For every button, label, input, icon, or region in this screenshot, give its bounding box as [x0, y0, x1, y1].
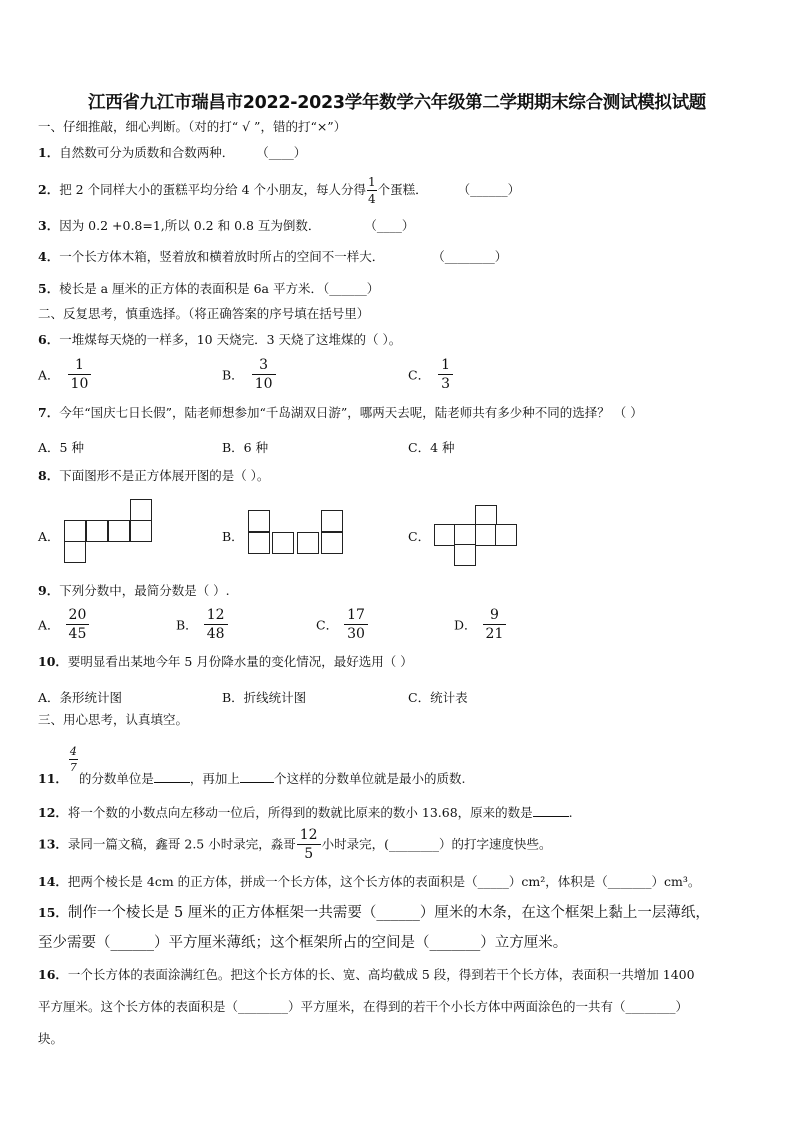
fraction: $\frac{1}{10}$: [68, 358, 92, 391]
question-2: [38, 176, 520, 205]
option-a[interactable]: A．条形统计图: [38, 690, 123, 705]
option-c[interactable]: C． $\frac{1}{3}$: [408, 358, 454, 391]
option-c[interactable]: C．统计表: [408, 690, 468, 705]
section-heading-3: 三、用心思考，认真填空。: [38, 712, 189, 727]
option-b[interactable]: B．: [222, 529, 244, 544]
question-number: 3．: [38, 218, 60, 233]
question-15: [38, 906, 710, 921]
option-c[interactable]: C．: [408, 529, 431, 544]
page-title: 江西省九江市瑞昌市2022-2023学年数学六年级第二学期期末综合测试模拟试题: [88, 93, 706, 113]
fraction: $\frac{4}{7}$: [69, 745, 77, 774]
question-text: 录同一篇文稿，鑫哥 2.5 小时录完，淼哥: [67, 836, 296, 852]
option-a[interactable]: A．5 种: [38, 440, 84, 455]
question-16: [38, 969, 695, 982]
question-text: 因为 0.2 +0.8=1,所以 0.2 和 0.8 互为倒数．: [59, 218, 321, 233]
option-b[interactable]: B． $\frac{12}{48}$: [176, 608, 229, 641]
option-b[interactable]: B． $\frac{3}{10}$: [222, 358, 277, 391]
answer-blank[interactable]: （________）: [432, 249, 508, 264]
question-10: [38, 656, 413, 669]
option-a[interactable]: A． $\frac{20}{45}$: [38, 608, 90, 641]
option-c[interactable]: C．4 种: [408, 440, 455, 455]
question-12: 12．将一个数的小数点向左移动一位后，所得到的数就比原来的数小 13.68，原来的数是 .: [38, 805, 573, 820]
fraction: $\frac{1}{4}$: [368, 175, 376, 206]
question-11: [38, 746, 465, 786]
question-3: [38, 220, 414, 233]
answer-blank[interactable]: [533, 805, 569, 817]
question-text: 下列分数中，最简分数是（ ）.: [59, 583, 230, 598]
question-13: [38, 828, 551, 861]
fraction: $\frac{12}{48}$: [204, 608, 228, 641]
question-text: 小时录完，(________）的打字速度快些。: [321, 836, 552, 852]
question-number: 1．: [38, 145, 60, 160]
answer-blank[interactable]: （____）: [364, 218, 415, 233]
fraction: $\frac{3}{10}$: [252, 358, 276, 391]
question-8: [38, 470, 269, 483]
fraction: $\frac{1}{3}$: [438, 358, 453, 391]
question-text: 一堆煤每天烧的一样多，10 天烧完．3 天烧了这堆煤的（ ）。: [59, 332, 402, 347]
question-7: [38, 407, 643, 420]
answer-blank[interactable]: [240, 771, 274, 783]
question-number: 14．: [38, 874, 68, 889]
question-text: 一个长方体的表面涂满红色。把这个长方体的长、宽、高均截成 5 段，得到若干个长方体，表面积一共增加 1400: [67, 967, 695, 982]
question-text: 今年“国庆七日长假”，陆老师想参加“千岛湖双日游”，哪两天去呢，陆老师共有多少种不同的选择？ （ ）: [59, 405, 643, 420]
question-text: 把两个棱长是 4cm 的正方体，拼成一个长方体，这个长方体的表面积是（_____）cm²，体积是（_______）cm³。: [67, 874, 701, 889]
question-number: 6．: [38, 332, 60, 347]
question-9: [38, 585, 230, 598]
option-c[interactable]: C． $\frac{17}{30}$: [316, 608, 369, 641]
question-text: ，再加上: [189, 771, 240, 786]
question-text: 要明显看出某地今年 5 月份降水量的变化情况，最好选用（ ）: [67, 654, 413, 669]
cube-net-b: [248, 510, 348, 556]
fraction: $\frac{12}{5}$: [297, 828, 321, 861]
answer-blank[interactable]: [154, 771, 190, 783]
section-heading-1: 一、仔细推敲，细心判断。（对的打“ √ ”，错的打“×”）: [38, 119, 347, 134]
question-number: 10．: [38, 654, 68, 669]
question-number: 7．: [38, 405, 60, 420]
fraction: $\frac{17}{30}$: [344, 608, 368, 641]
question-text: 下面图形不是正方体展开图的是（ ）。: [59, 468, 270, 483]
question-text: 自然数可分为质数和合数两种．: [59, 145, 235, 160]
option-d[interactable]: D． $\frac{9}{21}$: [454, 608, 507, 641]
question-text: 的分数单位是: [78, 771, 154, 786]
question-number: 9．: [38, 583, 60, 598]
question-16-end: 块。: [38, 1031, 64, 1046]
question-5: [38, 283, 379, 296]
section-heading-2: 二、反复思考，慎重选择。（将正确答案的序号填在括号里）: [38, 306, 370, 321]
question-text: 棱长是 a 厘米的正方体的表面积是 6a 平方米．: [59, 281, 323, 296]
option-b[interactable]: B．折线统计图: [222, 690, 307, 705]
option-a[interactable]: A．: [38, 529, 60, 544]
question-text: 把 2 个同样大小的蛋糕平均分给 4 个小朋友，每人分得: [59, 182, 367, 197]
question-number: 13．: [38, 836, 68, 852]
question-number: 2．: [38, 182, 60, 197]
question-1: [38, 147, 306, 160]
question-6: [38, 334, 401, 347]
question-number: 4．: [38, 249, 60, 264]
question-text: 制作一个棱长是 5 厘米的正方体框架一共需要（______）厘米的木条，在这个框架上黏上一层薄纸，: [67, 905, 710, 921]
question-14: [38, 876, 700, 889]
answer-blank[interactable]: （____）: [256, 145, 307, 160]
fraction: $\frac{9}{21}$: [483, 608, 507, 641]
answer-blank[interactable]: （______）: [322, 281, 380, 296]
cube-net-c: [434, 505, 524, 567]
question-text: 个蛋糕．: [377, 182, 428, 197]
question-number: 12．: [38, 805, 68, 820]
question-text: 将一个数的小数点向左移动一位后，所得到的数就比原来的数小 13.68，原来的数是: [67, 805, 533, 820]
option-a[interactable]: A． $\frac{1}{10}$: [38, 358, 92, 391]
question-15-cont: 至少需要（______）平方厘米薄纸；这个框架所占的空间是（_______）立方厘米。: [38, 935, 568, 951]
question-number: 16．: [38, 967, 68, 982]
question-text: 一个长方体木箱，竖着放和横着放时所占的空间不一样大．: [59, 249, 385, 264]
fraction: $\frac{20}{45}$: [66, 608, 90, 641]
question-number: 11．: [38, 771, 68, 786]
question-number: 5．: [38, 281, 60, 296]
option-b[interactable]: B．6 种: [222, 440, 269, 455]
question-number: 15．: [38, 905, 68, 920]
question-4: [38, 251, 507, 264]
answer-blank[interactable]: （______）: [457, 182, 521, 197]
question-16-cont: 平方厘米。这个长方体的表面积是（________）平方厘米，在得到的若干个小长方体中两面涂色的一共有（________）: [38, 999, 689, 1014]
question-number: 8．: [38, 468, 60, 483]
question-text: 个这样的分数单位就是最小的质数.: [273, 771, 466, 786]
cube-net-a: [64, 499, 154, 567]
